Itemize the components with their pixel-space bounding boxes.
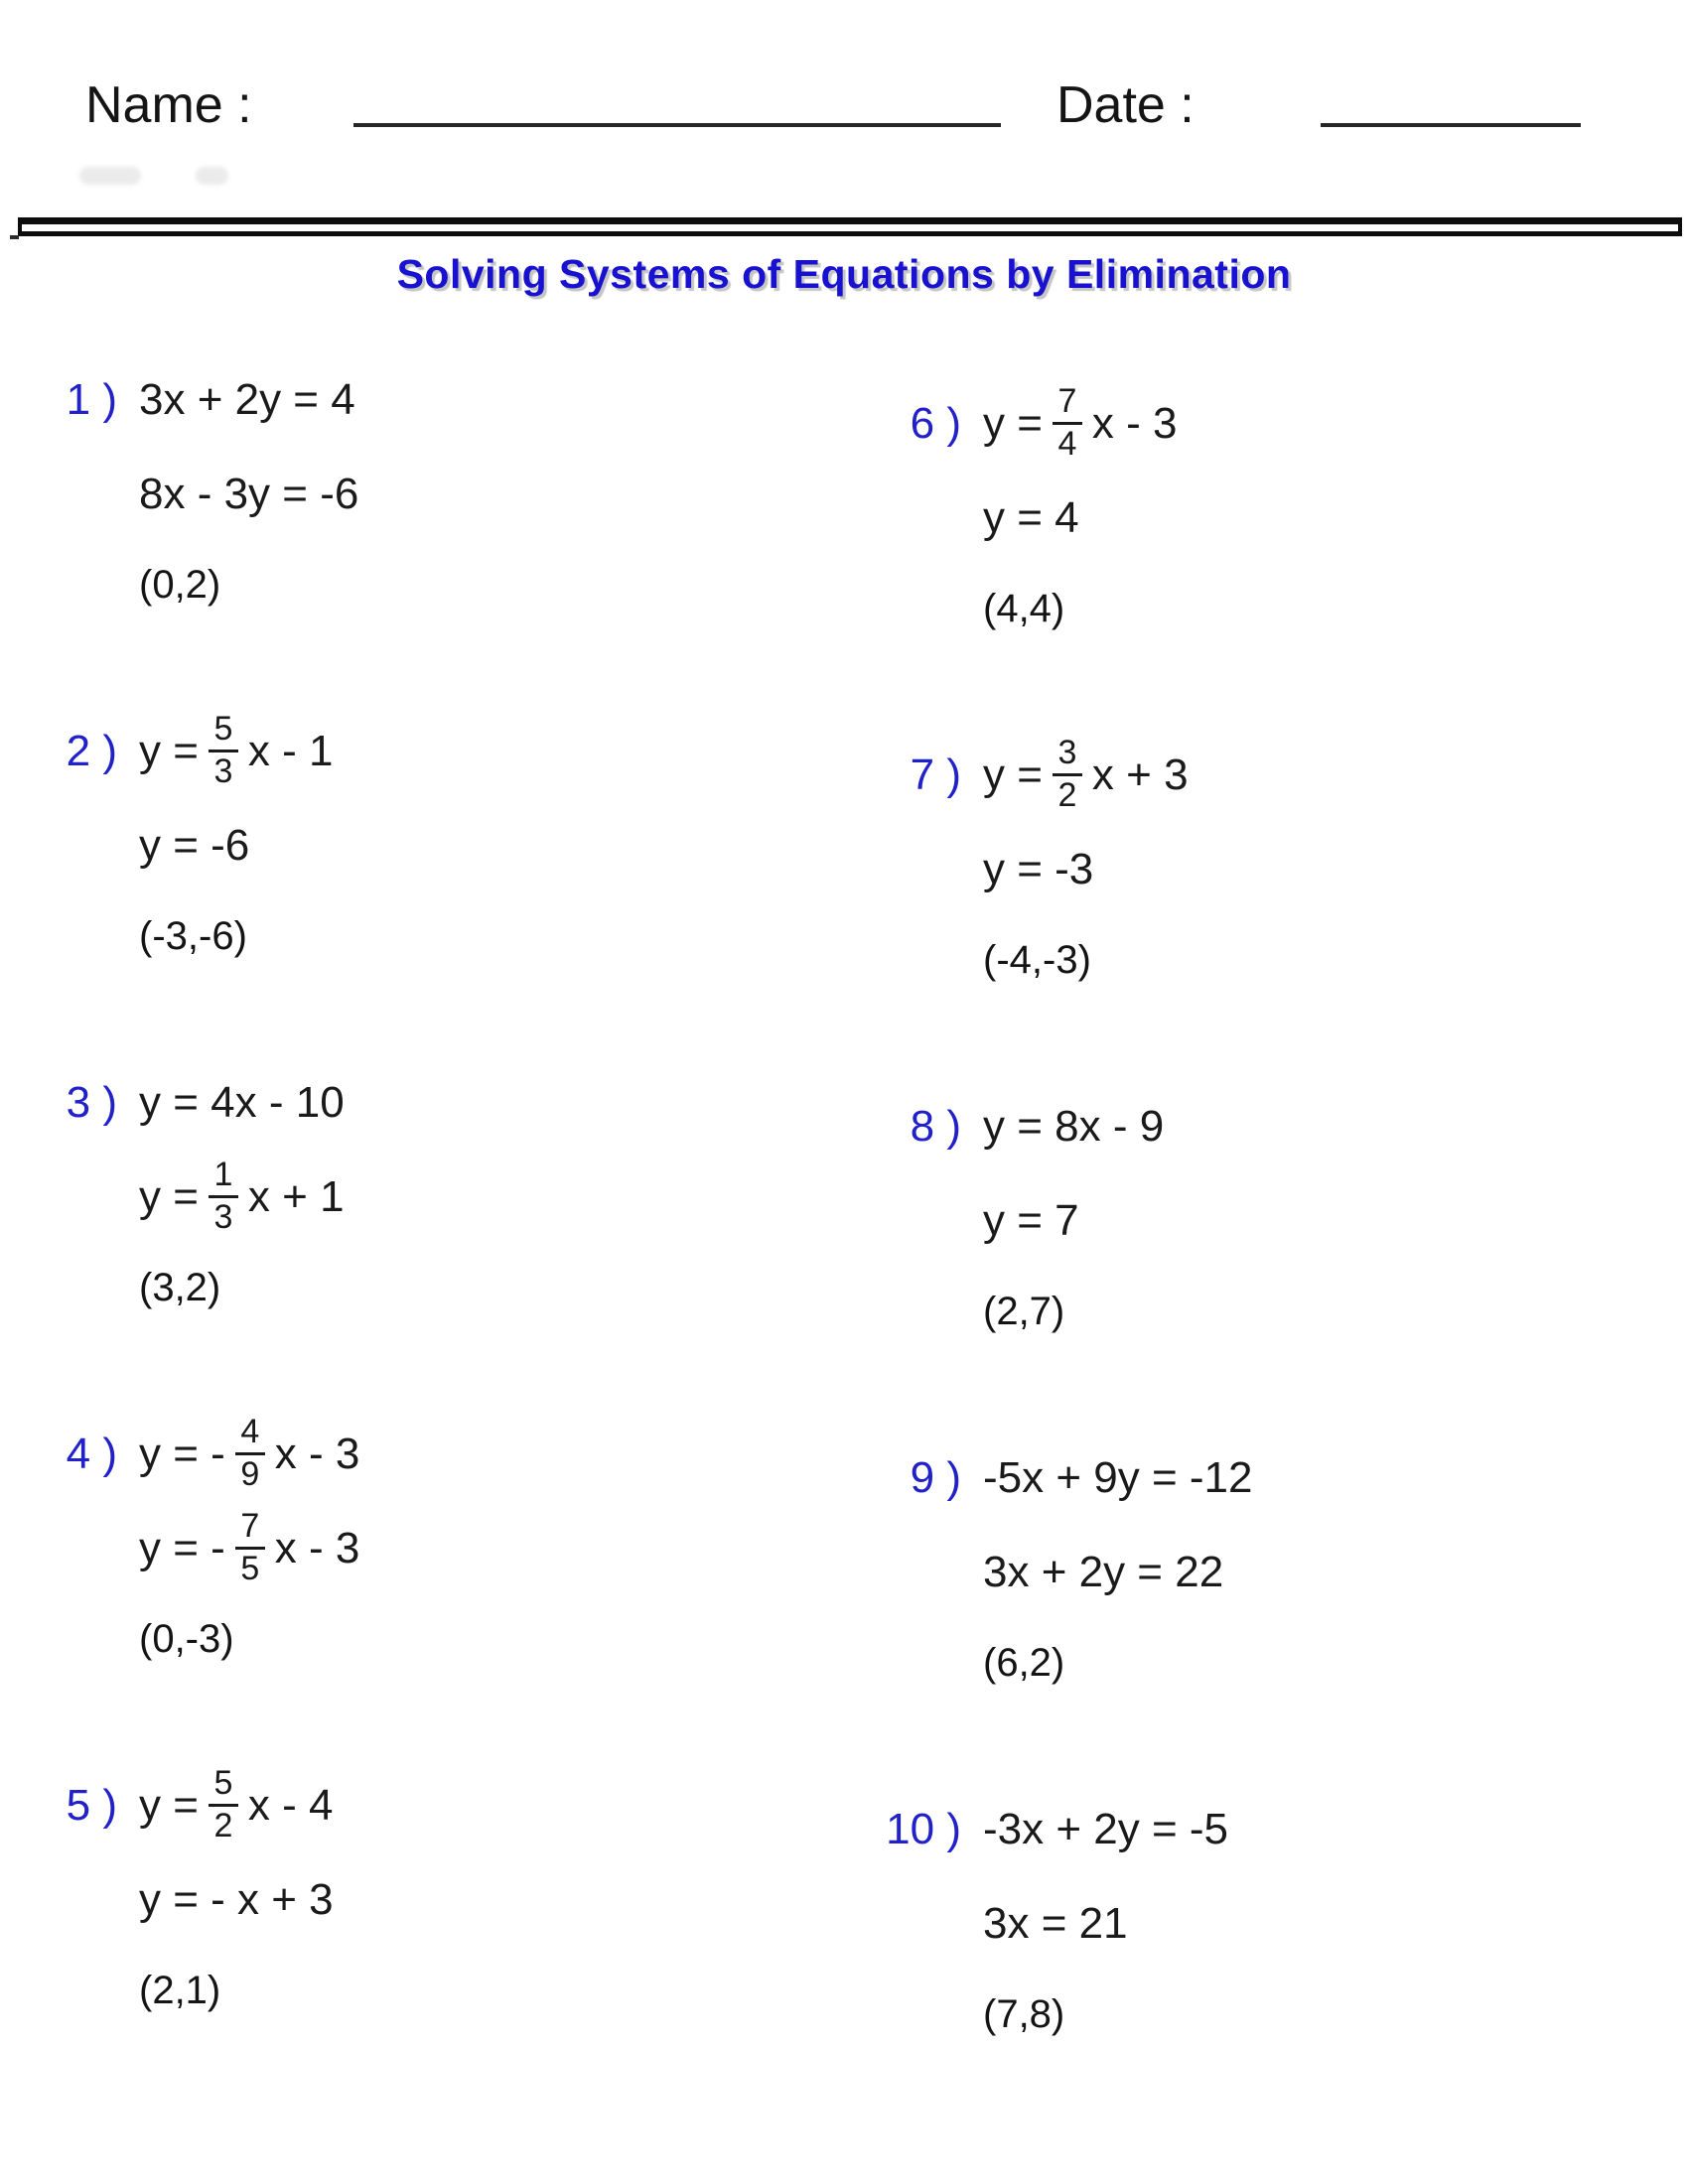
equation-text: y = 8x - 9 xyxy=(983,1101,1165,1151)
problem-number: 5 ) xyxy=(66,1780,117,1830)
date-underline xyxy=(1321,123,1581,127)
problem-number: 7 ) xyxy=(910,750,961,799)
problem-1 xyxy=(50,352,894,704)
equation-line-2 xyxy=(983,1525,1252,1619)
problem-2 xyxy=(50,704,894,1055)
fraction xyxy=(235,1415,265,1492)
equation-text: y = xyxy=(983,750,1043,799)
equation-line-1 xyxy=(983,1431,1252,1525)
equation-line-2 xyxy=(139,447,358,541)
equation-line-1 xyxy=(139,1407,359,1501)
fraction-denominator: 4 xyxy=(1057,425,1077,463)
problem-number: 10 ) xyxy=(886,1804,961,1853)
equation-text: x - 4 xyxy=(247,1780,334,1830)
answer: (4,4) xyxy=(983,586,1065,630)
scan-artifact-dot xyxy=(10,235,19,239)
fraction-denominator: 5 xyxy=(240,1550,260,1587)
fraction xyxy=(235,1509,265,1586)
answer: (2,7) xyxy=(983,1289,1065,1333)
answer: (3,2) xyxy=(139,1265,221,1309)
answer: (0,2) xyxy=(139,562,221,607)
fraction-numerator: 5 xyxy=(213,1764,233,1803)
equation-text: y = - x + 3 xyxy=(139,1874,334,1924)
equation-line-2 xyxy=(983,1173,1164,1268)
equation-text: x - 3 xyxy=(274,1429,360,1478)
answer: (-4,-3) xyxy=(983,937,1091,982)
equation-line-1 xyxy=(139,352,358,447)
answer: (0,-3) xyxy=(139,1616,234,1661)
equation-text: 3x + 2y = 22 xyxy=(983,1547,1224,1596)
equation-text: x - 3 xyxy=(1091,398,1178,448)
problem-number: 2 ) xyxy=(66,726,117,775)
fraction-numerator: 7 xyxy=(240,1507,260,1546)
problem-5 xyxy=(50,1758,894,2110)
problem-body xyxy=(139,1055,345,1331)
equation-text: y = 4x - 10 xyxy=(139,1077,345,1127)
equation-line-1 xyxy=(139,1758,334,1852)
fraction-denominator: 3 xyxy=(213,752,233,790)
problem-7 xyxy=(894,704,1252,1055)
equation-line-1 xyxy=(983,376,1178,471)
equation-text: y = -6 xyxy=(139,820,250,870)
problem-3 xyxy=(50,1055,894,1407)
answer: (-3,-6) xyxy=(139,913,247,958)
equation-line-1 xyxy=(983,728,1189,822)
equation-text: y = xyxy=(139,1780,199,1830)
name-underline xyxy=(353,123,1001,127)
equation-text: y = 4 xyxy=(983,492,1079,542)
fraction xyxy=(1053,384,1082,462)
equation-text: y = - xyxy=(139,1429,225,1478)
date-label: Date : xyxy=(1056,76,1195,134)
equation-text: x - 3 xyxy=(274,1523,360,1572)
problem-9 xyxy=(894,1407,1252,1758)
problem-6 xyxy=(894,352,1252,704)
equation-line-1 xyxy=(139,1055,345,1150)
equation-text: y = xyxy=(139,1171,199,1221)
problem-body xyxy=(983,376,1178,652)
equation-line-2 xyxy=(139,798,334,892)
equation-text: x + 1 xyxy=(247,1171,345,1221)
equation-line-1 xyxy=(983,1079,1164,1173)
fraction-numerator: 4 xyxy=(240,1413,260,1451)
equation-text: y = xyxy=(139,726,199,775)
name-label: Name : xyxy=(85,76,252,134)
fraction-denominator: 3 xyxy=(213,1198,233,1236)
equation-text: -3x + 2y = -5 xyxy=(983,1804,1229,1853)
problems-grid xyxy=(50,352,1252,2110)
problem-body xyxy=(983,1079,1164,1355)
fraction-numerator: 1 xyxy=(213,1156,233,1194)
equation-text: y = - xyxy=(139,1523,225,1572)
equation-line-2 xyxy=(983,1876,1228,1971)
fraction-denominator: 9 xyxy=(240,1455,260,1493)
equation-line-2 xyxy=(139,1852,334,1947)
faint-watermark xyxy=(79,167,228,187)
answer: (2,1) xyxy=(139,1968,221,2012)
answer: (6,2) xyxy=(983,1640,1065,1685)
problem-body xyxy=(139,1758,334,2034)
equation-text: 3x + 2y = 4 xyxy=(139,374,355,424)
problem-number: 1 ) xyxy=(66,374,117,424)
equation-line-2 xyxy=(983,471,1178,565)
equation-text: y = xyxy=(983,398,1043,448)
equation-line-1 xyxy=(139,704,334,798)
problem-body xyxy=(983,728,1189,1004)
equation-text: y = 7 xyxy=(983,1195,1079,1245)
equation-text: x + 3 xyxy=(1091,750,1189,799)
equation-text: x - 1 xyxy=(247,726,334,775)
problem-body xyxy=(983,1431,1252,1706)
problem-number: 3 ) xyxy=(66,1077,117,1127)
problem-body xyxy=(139,704,334,980)
equation-line-2 xyxy=(983,822,1189,916)
answer: (7,8) xyxy=(983,1991,1065,2036)
problem-10 xyxy=(886,1758,1252,2110)
fraction xyxy=(209,1158,238,1235)
page-title: Solving Systems of Equations by Elimination xyxy=(396,251,1292,297)
equation-text: 3x = 21 xyxy=(983,1898,1128,1948)
problem-body xyxy=(983,1782,1228,2058)
equation-text: y = -3 xyxy=(983,844,1094,893)
fraction-numerator: 5 xyxy=(213,710,233,749)
problem-body xyxy=(139,1407,359,1683)
fraction xyxy=(209,1766,238,1843)
problem-8 xyxy=(894,1055,1252,1407)
equation-line-2 xyxy=(139,1150,345,1244)
fraction-numerator: 7 xyxy=(1057,382,1077,421)
problem-number: 4 ) xyxy=(66,1429,117,1478)
problem-number: 8 ) xyxy=(910,1101,961,1151)
fraction-denominator: 2 xyxy=(1057,776,1077,814)
problem-number: 6 ) xyxy=(910,398,961,448)
equation-text: 8x - 3y = -6 xyxy=(139,469,359,518)
fraction xyxy=(209,712,238,789)
equation-line-1 xyxy=(983,1782,1228,1876)
problem-number: 9 ) xyxy=(910,1452,961,1502)
problem-body xyxy=(139,352,358,628)
equation-text: -5x + 9y = -12 xyxy=(983,1452,1253,1502)
fraction xyxy=(1053,736,1082,813)
fraction-denominator: 2 xyxy=(213,1807,233,1844)
problem-4 xyxy=(50,1407,894,1758)
header-divider-rule xyxy=(18,217,1682,236)
fraction-numerator: 3 xyxy=(1057,734,1077,772)
equation-line-2 xyxy=(139,1501,359,1595)
